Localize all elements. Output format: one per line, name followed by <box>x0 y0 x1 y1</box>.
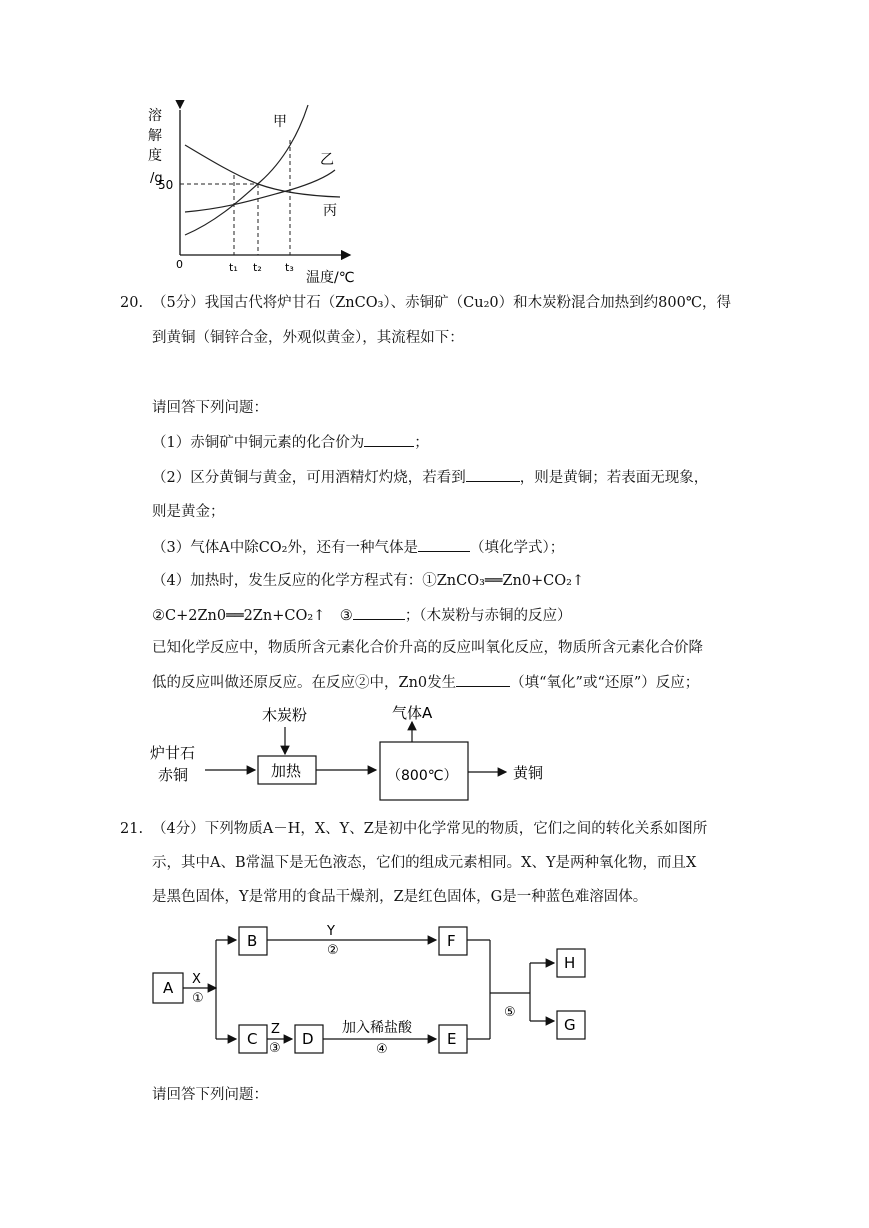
flow-input-2: 赤铜 <box>158 766 189 784</box>
label-A: A <box>163 979 174 997</box>
q21-prompt: 请回答下列问题： <box>152 1087 268 1103</box>
q20-sub2-end: ，则是黄铜；若表面无现象， <box>519 470 709 486</box>
label-D: D <box>302 1030 314 1048</box>
q20-prompt: 请回答下列问题： <box>152 400 268 416</box>
label-H: H <box>564 954 576 972</box>
label-G: G <box>564 1016 576 1034</box>
y-tick-50: 50 <box>158 178 174 192</box>
q20-sub1 <box>152 432 429 453</box>
flow-temp: （800℃） <box>387 768 458 784</box>
q20-sub2-text: （2）区分黄铜与黄金，可用酒精灯灼烧，若看到 <box>152 470 466 486</box>
curve-label-bing: 丙 <box>323 203 337 219</box>
label-X: X <box>192 972 201 987</box>
q20-line2: 到黄铜（铜锌合金，外观似黄金），其流程如下： <box>152 330 464 346</box>
flow-gas: 气体A <box>392 704 433 722</box>
y-label-2: 解 <box>148 128 162 144</box>
x-tick-t2: t₂ <box>253 261 262 274</box>
y-label-4: /g <box>150 171 163 186</box>
q20-line1: （5分）我国古代将炉甘石（ZnCO₃）、赤铜矿（Cu₂0）和木炭粉混合加热到约800℃，得 <box>152 295 732 311</box>
x-tick-t1: t₁ <box>229 261 238 274</box>
curve-bing <box>185 145 340 197</box>
flow-charcoal: 木炭粉 <box>262 706 308 724</box>
y-label-3: 度 <box>148 148 162 164</box>
answer-blank-5[interactable] <box>456 672 510 687</box>
q20-sub1-text: （1）赤铜矿中铜元素的化合价为 <box>152 435 365 451</box>
answer-blank-3[interactable] <box>418 537 470 552</box>
label-B: B <box>247 932 258 950</box>
q20-sub4-end: ；（木炭粉与赤铜的反应） <box>404 608 572 624</box>
label-Z: Z <box>271 1022 280 1037</box>
label-C: C <box>247 1030 258 1048</box>
curve-label-yi: 乙 <box>320 152 334 168</box>
answer-blank-4[interactable] <box>353 605 405 620</box>
q20-sub3 <box>152 537 564 558</box>
q20-sub4: （4）加热时，发生反应的化学方程式有：①ZnCO₃══Zn0+CO₂↑ <box>152 573 585 589</box>
q20-sub2-cont: 则是黄金； <box>152 504 225 520</box>
q21-line3: 是黑色固体，Y是常用的食品干燥剂，Z是红色固体，G是一种蓝色难溶固体。 <box>152 889 648 905</box>
q20-number: 20. <box>120 295 144 311</box>
answer-blank-1[interactable] <box>364 432 414 447</box>
conversion-diagram <box>150 918 600 1063</box>
curve-label-jia: 甲 <box>273 114 287 130</box>
label-r2: ② <box>327 943 339 958</box>
label-r4: ④ <box>376 1042 388 1057</box>
q20-sub4-cont <box>152 605 572 626</box>
solubility-graph <box>140 100 380 290</box>
q20-sub3-text: （3）气体A中除CO₂外，还有一种气体是 <box>152 540 418 556</box>
flow-input-1: 炉甘石 <box>150 744 196 762</box>
q21-line1: （4分）下列物质A－H，X、Y、Z是初中化学常见的物质，它们之间的转化关系如图所 <box>152 821 708 837</box>
q20-sub1-end: ； <box>414 435 429 451</box>
q20-sub2 <box>152 467 708 488</box>
label-Y: Y <box>327 924 335 939</box>
y-label-1: 溶 <box>148 108 162 124</box>
x-tick-t3: t₃ <box>285 261 294 274</box>
q21-number: 21. <box>120 821 144 837</box>
q20-info1: 已知化学反应中，物质所含元素化合价升高的反应叫氧化反应，物质所含元素化合价降 <box>152 640 703 656</box>
q20-info2-text: 低的反应叫做还原反应。在反应②中，Zn0发生 <box>152 675 457 691</box>
label-E: E <box>447 1030 457 1048</box>
label-F: F <box>447 932 456 950</box>
curve-yi <box>185 170 335 212</box>
label-r1: ① <box>192 991 204 1006</box>
flow-heat: 加热 <box>271 762 302 780</box>
label-acid: 加入稀盐酸 <box>342 1020 412 1036</box>
q21-line2: 示，其中A、B常温下是无色液态，它们的组成元素相同。X、Y是两种氧化物，而且X <box>152 855 697 871</box>
label-r5: ⑤ <box>504 1005 516 1020</box>
q20-info2 <box>152 672 699 693</box>
x-axis-label: 温度/℃ <box>306 270 355 286</box>
q20-sub3-end: （填化学式）； <box>470 540 565 556</box>
flow-product: 黄铜 <box>513 764 544 782</box>
q20-info2-end: （填“氧化”或“还原”）反应； <box>510 675 700 691</box>
brass-flow-diagram <box>140 700 580 805</box>
q20-sub4-eq: ②C+2Zn0══2Zn+CO₂↑ ③ <box>152 608 353 624</box>
label-r3: ③ <box>269 1041 281 1056</box>
answer-blank-2[interactable] <box>466 467 520 482</box>
origin-label: 0 <box>176 258 183 271</box>
